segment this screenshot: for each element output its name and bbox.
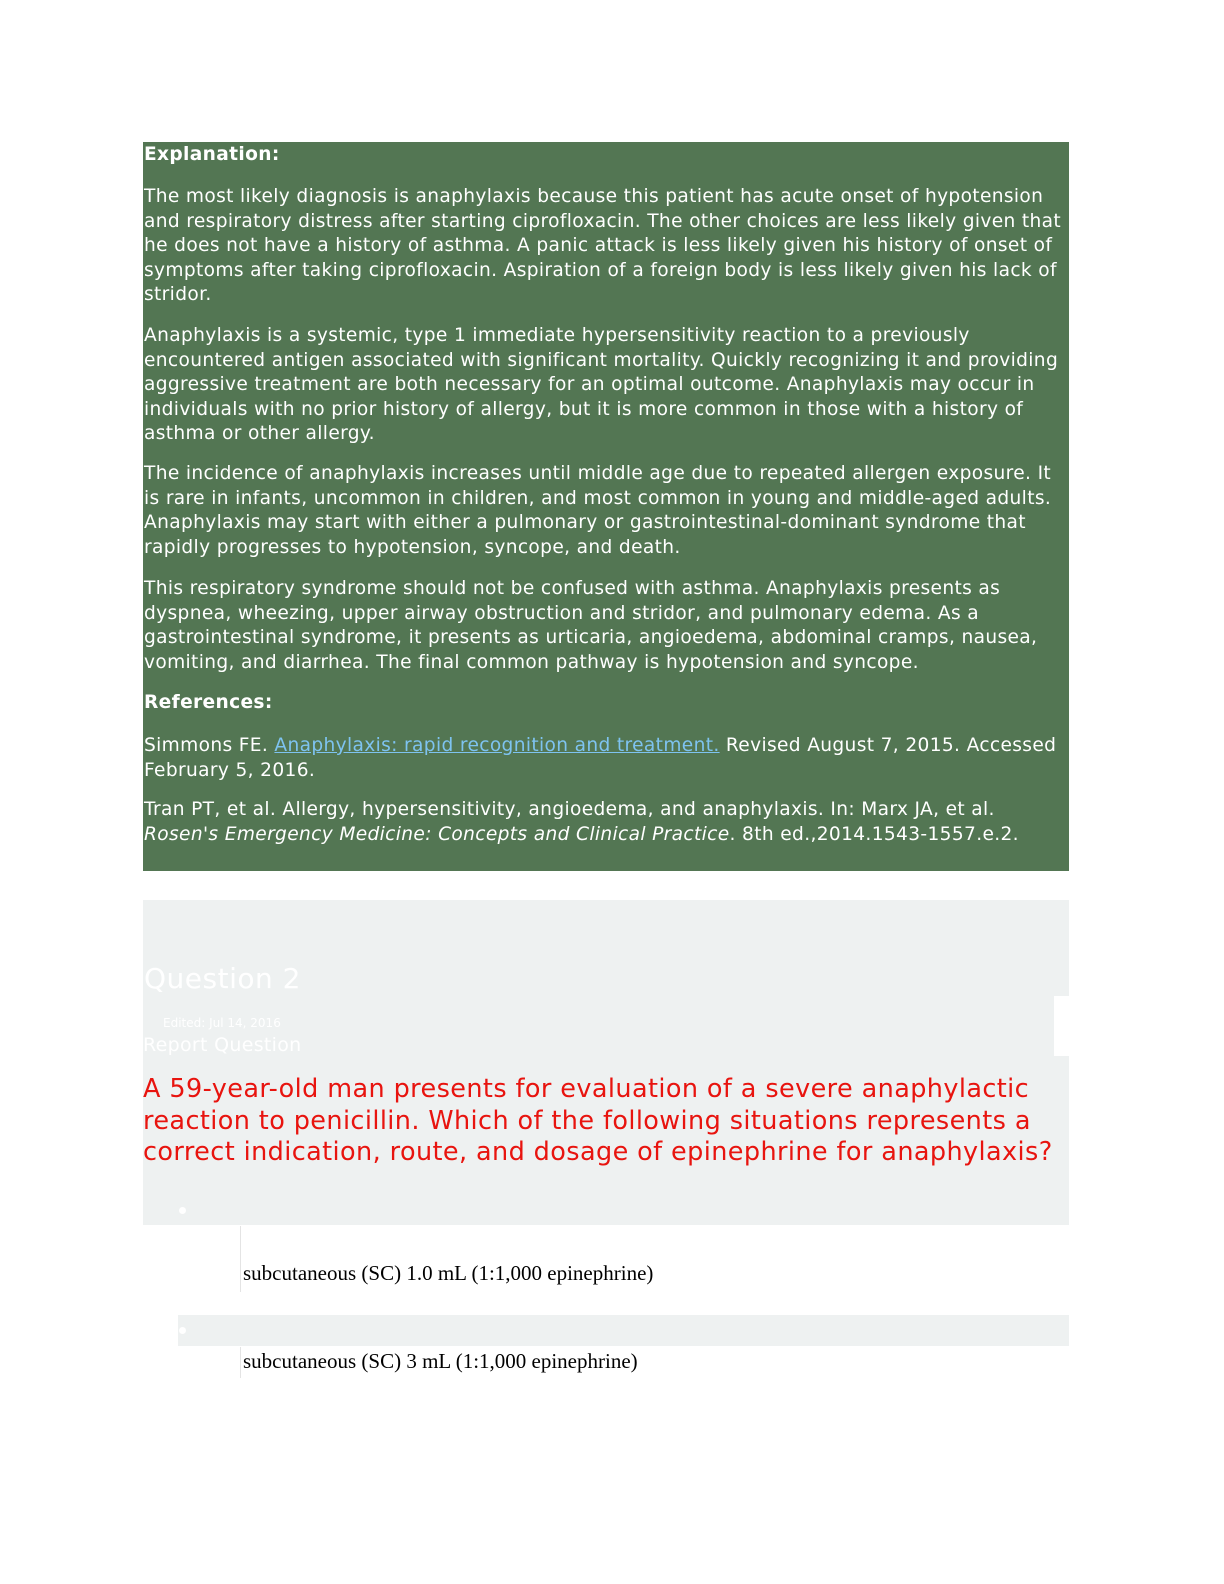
reference-text: Simmons FE. (144, 735, 275, 756)
explanation-paragraph: The most likely diagnosis is anaphylaxis because this patient has acute onset of hypotension and respiratory distress after starting ciprofloxacin. The other choices are less likely given that he does not have a history of asthma. A panic attack is less likely given his history of onset of symptoms after taking ciprofloxacin. Aspiration of a foreign body is less likely given his lack of stridor. (144, 186, 1062, 305)
answer-option[interactable]: subcutaneous (SC) 3 mL (1:1,000 epinephrine) (243, 1349, 638, 1373)
option-border (240, 1226, 241, 1292)
option-divider (188, 1346, 213, 1347)
edited-date: Edited: Jul 14, 2016 (163, 1016, 281, 1030)
reference-text: Revised August 7, 2015. Accessed February 5, 2016. (144, 735, 1057, 781)
option-divider (188, 1225, 213, 1226)
option-bullet (179, 1207, 186, 1214)
reference-item (144, 734, 1069, 783)
answer-option[interactable]: subcutaneous (SC) 1.0 mL (1:1,000 epinephrine) (243, 1261, 654, 1285)
question-title: Question 2 (144, 962, 301, 995)
reference-text: . 8th ed.,2014.1543-1557.e.2. (729, 823, 1019, 845)
option-header-bar (178, 1315, 1069, 1346)
option-bullet (179, 1327, 186, 1334)
explanation-paragraph: This respiratory syndrome should not be confused with asthma. Anaphylaxis presents as dyspnea, wheezing, upper airway obstruction and stridor, and pulmonary edema. As a gastrointestinal syndrome, it presents as urticaria, angioedema, abdominal cramps, nausea, vomiting, and diarrhea. The final common pathway is hypotension and syncope. (144, 578, 1038, 673)
reference-text: Tran PT, et al. Allergy, hypersensitivity, angioedema, and anaphylaxis. In: Marx JA, et al. (144, 799, 995, 820)
reference-link[interactable]: Anaphylaxis: rapid recognition and treatment. (274, 735, 720, 756)
reference-item (144, 798, 1069, 847)
explanation-paragraph: The incidence of anaphylaxis increases until middle age due to repeated allergen exposure. It is rare in infants, uncommon in children, and most common in young and middle-aged adults. Anaphylaxis may start with either a pulmonary or gastrointestinal-dominant syndrome that rapidly progresses to hypotension, syncope, and death. (144, 463, 1052, 558)
reference-book-title: Rosen's Emergency Medicine: Concepts and Clinical Practice (144, 823, 730, 845)
panel-tab (1054, 996, 1070, 1056)
references-heading: References: (144, 692, 273, 713)
explanation-panel (143, 142, 1069, 871)
report-question-link[interactable]: Report Question (143, 1034, 302, 1056)
option-border (240, 1347, 241, 1378)
question-stem: A 59-year-old man presents for evaluation of a severe anaphylactic reaction to penicillin. Which of the following situations represents a correct indication, route, and dosage of epinephrine for anaphylaxis? (143, 1074, 1053, 1167)
explanation-heading: Explanation: (144, 144, 280, 165)
question-panel (143, 900, 1069, 1225)
explanation-paragraph: Anaphylaxis is a systemic, type 1 immediate hypersensitivity reaction to a previously encountered antigen associated with significant mortality. Quickly recognizing it and providing aggressive treatment are both necessary for an optimal outcome. Anaphylaxis may occur in individuals with no prior history of allergy, but it is more common in those with a history of asthma or other allergy. (144, 325, 1059, 444)
